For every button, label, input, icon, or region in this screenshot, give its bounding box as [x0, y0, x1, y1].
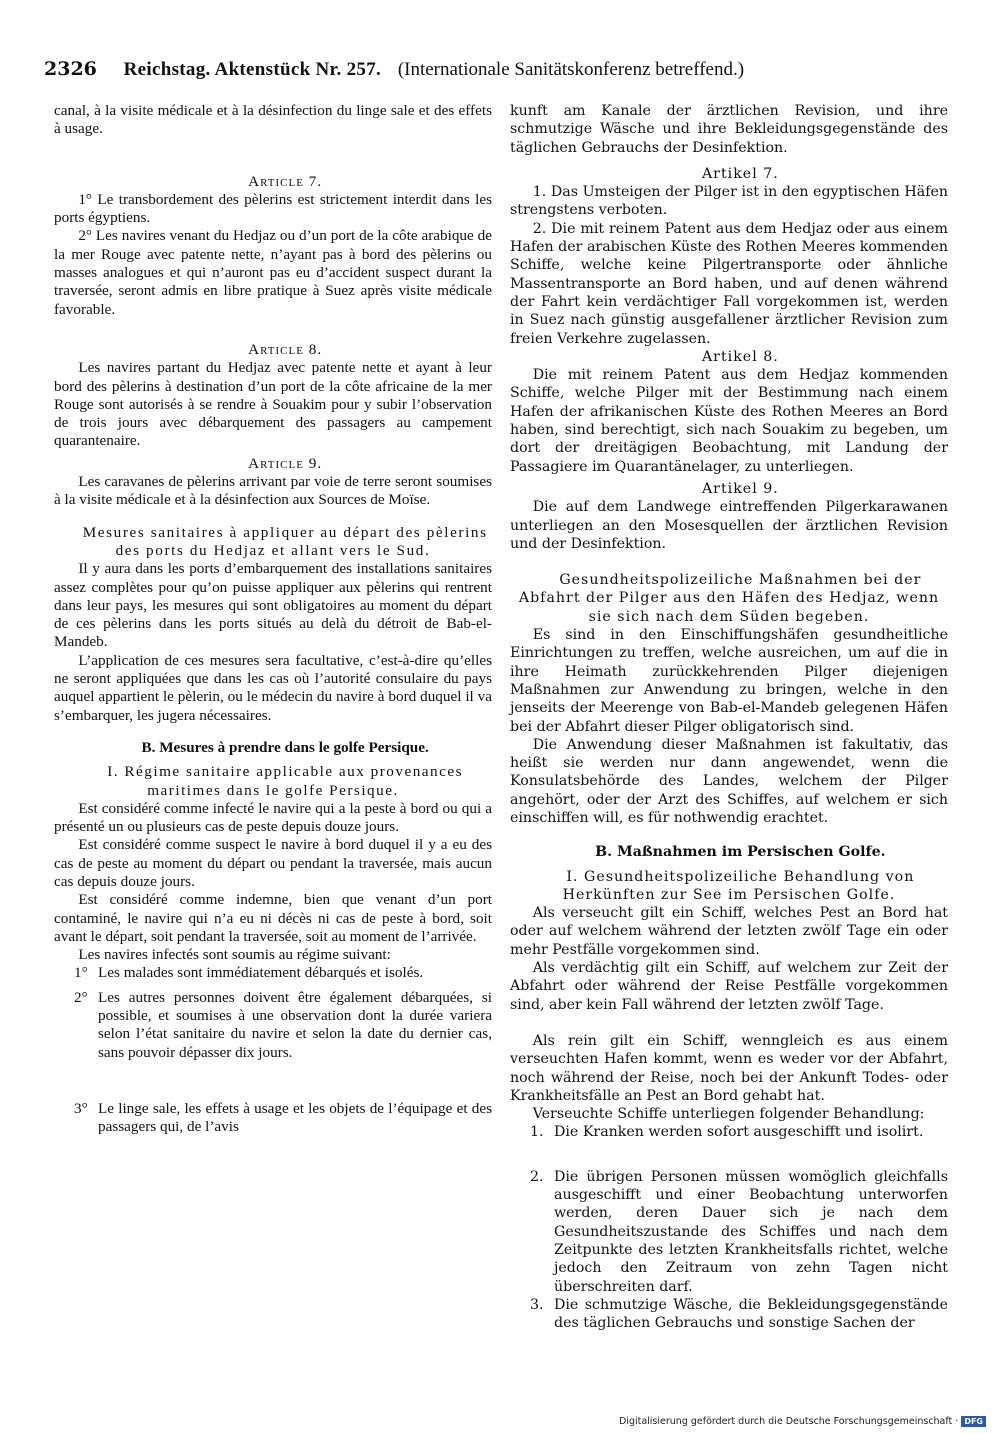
digitization-credit — [619, 1414, 986, 1428]
running-subtitle: (Internationale Sanitätskonferenz betreffend.) — [397, 59, 745, 80]
list-number: 2° — [74, 988, 88, 1006]
paragraph: Als rein gilt ein Schiff, wenngleich es aus einem verseuchten Hafen kommt, wenn es weder vor der Abfahrt, noch während der Reise, noch bei der Ankunft Todes- oder Krankheitsfälle an Pest an Bord gehabt hat. — [510, 1032, 948, 1104]
paragraph: Es sind in den Einschiffungshäfen gesundheitliche Einrichtungen zu treffen, welche ausreichen, um auf die in ihre Heimath zurückkehrenden Pilger diejenigen Maßnahmen zur Anwendung zu bringen, welche in den jenseits der Meerenge von Bab-el-Mandeb gelegenen Häfen bei der Abfahrt dieser Pilger obligatorisch sind. — [510, 627, 948, 735]
list-text: Les autres personnes doivent être également débarquées, si possible, et soumises à une observation dont la durée variera selon l’état sanitaire du navire et selon la date du dernier cas, sans pouvoir dépasser dix jours. — [98, 988, 492, 1061]
list-item — [74, 964, 492, 982]
paragraph: kunft am Kanale der ärztlichen Revision, und ihre schmutzige Wäsche und ihre Bekleidungsgegenstände des täglichen Gebrauchs der Desinfektion. — [510, 103, 948, 156]
list-text: Die Kranken werden sofort ausgeschifft und isolirt. — [554, 1124, 924, 1141]
artikel-8-heading: Artikel 8. — [701, 348, 779, 365]
paragraph: Als verseucht gilt ein Schiff, welches Pest an Bord hat oder auf welchem während der letzten zwölf Tage ein oder mehr Pestfälle vorgekommen sind. — [510, 905, 948, 958]
list-item — [74, 989, 492, 1062]
list-text: Le linge sale, les effets à usage et les objets de l’équipage et des passagers qui, de l’avis — [98, 1099, 492, 1136]
list-number: 3. — [530, 1296, 544, 1313]
paragraph: Verseuchte Schiffe unterliegen folgender Behandlung: — [532, 1106, 925, 1123]
list-text: Die schmutzige Wäsche, die Bekleidungsgegenstände des täglichen Gebrauchs und sonstige Sachen der — [554, 1296, 948, 1332]
paragraph: canal, à la visite médicale et à la désinfection du linge sale et des effets à usage. — [54, 102, 492, 138]
list-number: 2. — [530, 1168, 544, 1185]
list-item — [530, 1168, 948, 1296]
german-column — [510, 102, 948, 1332]
subsection-i-heading: I. Gesundheitspolizeiliche Behandlung von Herkünften zur See im Persischen Golfe. — [562, 868, 915, 903]
page-number: 2326 — [44, 58, 97, 80]
section-b-heading: B. Mesures à prendre dans le golfe Persique. — [141, 738, 429, 756]
paragraph: 2° Les navires venant du Hedjaz ou d’un port de la côte arabique de la mer Rouge avec patente nette, n’ayant pas à bord des pèlerins ou masses analogues et qui n’auront pas eu d’accident suspect durant la traversée, seront admis en libre pratique à Suez après visite médicale favorable. — [54, 227, 492, 318]
credit-text: Digitalisierung gefördert durch die Deutsche Forschungsgemeinschaft · — [618, 1415, 959, 1427]
paragraph: Les navires infectés sont soumis au régime suivant: — [78, 946, 391, 964]
subsection-i-heading: I. Régime sanitaire applicable aux provenances maritimes dans le golfe Persique. — [107, 763, 464, 799]
article-9-heading: Article 9. — [248, 454, 323, 472]
list-text: Les malades sont immédiatement débarqués et isolés. — [98, 964, 424, 982]
list-number: 1. — [530, 1124, 544, 1141]
paragraph: Als verdächtig gilt ein Schiff, auf welchem zur Zeit der Abfahrt oder während der Reise Pestfälle vorgekommen sind, aber kein Fall während der letzten zwölf Tage. — [510, 960, 948, 1013]
artikel-7-heading: Artikel 7. — [701, 165, 779, 182]
paragraph: Die mit reinem Patent aus dem Hedjaz kommenden Schiffe, welche Pilger mit der Bestimmung nach einem Hafen der afrikanischen Küste des Rothen Meeres an Bord haben, sind berechtigt, sich nach Souakim zu begeben, um dort der dreitägigen Beobachtung, mit Landung der Passagiere im Quarantänelager, zu unterliegen. — [510, 367, 948, 475]
running-header — [44, 58, 956, 84]
article-7-heading: Article 7. — [248, 172, 323, 190]
artikel-9-heading: Artikel 9. — [701, 480, 779, 497]
paragraph: 2. Die mit reinem Patent aus dem Hedjaz oder aus einem Hafen der arabischen Küste des Rothen Meeres kommenden Schiffe, welche keine Pilgertransporte oder ähnliche Massentransporte an Bord haben, und auf denen während der Fahrt kein verdächtiger Fall vorgekommen ist, werden in Suez nach günstig ausgefallener ärztlicher Revision zum freien Verkehre zugelassen. — [510, 220, 948, 347]
list-item — [530, 1123, 948, 1141]
paragraph: Est considéré comme suspect le navire à bord duquel il y a eu des cas de peste au moment du départ ou pendant la traversée, mais aucun cas depuis douze jours. — [54, 836, 492, 890]
section-b-heading: B. Maßnahmen im Persischen Golfe. — [595, 844, 886, 861]
paragraph: Les caravanes de pèlerins arrivant par voie de terre seront soumises à la visite médicale et à la désinfection aux Sources de Moïse. — [54, 473, 492, 509]
paragraph: Les navires partant du Hedjaz avec patente nette et ayant à leur bord des pèlerins à destination d’un port de la côte africaine de la mer Rouge sont autorisés à se rendre à Souakim pour y subir l’observation de trois jours avec débarquement des passagers au campement quarantenaire. — [54, 359, 492, 450]
list-number: 1° — [74, 964, 88, 982]
paragraph: Est considéré comme indemne, bien que venant d’un port contaminé, le navire qui n’a eu ni décès ni cas de peste à bord, soit avant le départ, soit pendant la traversée, soit au moment de l’arrivée. — [54, 891, 492, 945]
paragraph: Die auf dem Landwege eintreffenden Pilgerkarawanen unterliegen an den Mosesquellen der ärztlichen Revision und der Desinfektion. — [510, 499, 948, 552]
dfg-logo: DFG — [961, 1416, 986, 1427]
list-item — [74, 1100, 492, 1137]
paragraph: L’application de ces mesures sera facultative, c’est-à-dire qu’elles ne seront appliquées que dans les cas où l’autorité consulaire du pays auquel appartient le pèlerin, ou le médecin du navire à bord duquel il va s’embarquer, les jugera nécessaires. — [54, 651, 492, 724]
paragraph: Est considéré comme infecté le navire qui a la peste à bord ou qui a présenté un ou plusieurs cas de peste depuis douze jours. — [54, 799, 492, 836]
paragraph: 1° Le transbordement des pèlerins est strictement interdit dans les ports égyptiens. — [54, 190, 492, 227]
paragraph: Die Anwendung dieser Maßnahmen ist fakultativ, das heißt sie werden nur dann angewendet, wenn die Konsulatsbehörde des Landes, welchem der Pilger angehört, oder der Arzt des Schiffes, auf welchem er sich einschiffen will, es für nothwendig erachtet. — [510, 736, 948, 826]
list-number: 3° — [74, 1099, 88, 1117]
paragraph: 1. Das Umsteigen der Pilger ist in den egyptischen Häfen strengstens verboten. — [510, 184, 948, 219]
article-8-heading: Article 8. — [248, 340, 323, 358]
list-text: Die übrigen Personen müssen womöglich gleichfalls ausgeschifft und einer Beobachtung unterworfen werden, deren Dauer sich je nach dem Gesundheitszustande des Schiffes und nach dem Zeitpunkte des letzten Krankheitsfalls richtet, welche jedoch den Zeitraum von zehn Tagen nicht überschreiten darf. — [554, 1168, 948, 1295]
paragraph: Il y aura dans les ports d’embarquement des installations sanitaires assez complètes pour qu’on puisse appliquer aux pèlerins qui rentrent dans leur pays, les mesures qui sont obligatoires au moment du départ de ces pèlerins dans les ports situés au delà du détroit de Bab-el-Mandeb. — [54, 560, 492, 651]
section-heading: Gesundheitspolizeiliche Maßnahmen bei der Abfahrt der Pilger aus den Häfen des Hedjaz, wenn sie sich nach dem Süden begeben. — [518, 572, 940, 625]
french-column — [54, 102, 492, 1137]
running-title: Reichstag. Aktenstück Nr. 257. — [123, 59, 382, 80]
list-item — [530, 1296, 948, 1333]
section-heading: Mesures sanitaires à appliquer au départ des pèlerins des ports du Hedjaz et allant vers le Sud. — [82, 523, 488, 559]
